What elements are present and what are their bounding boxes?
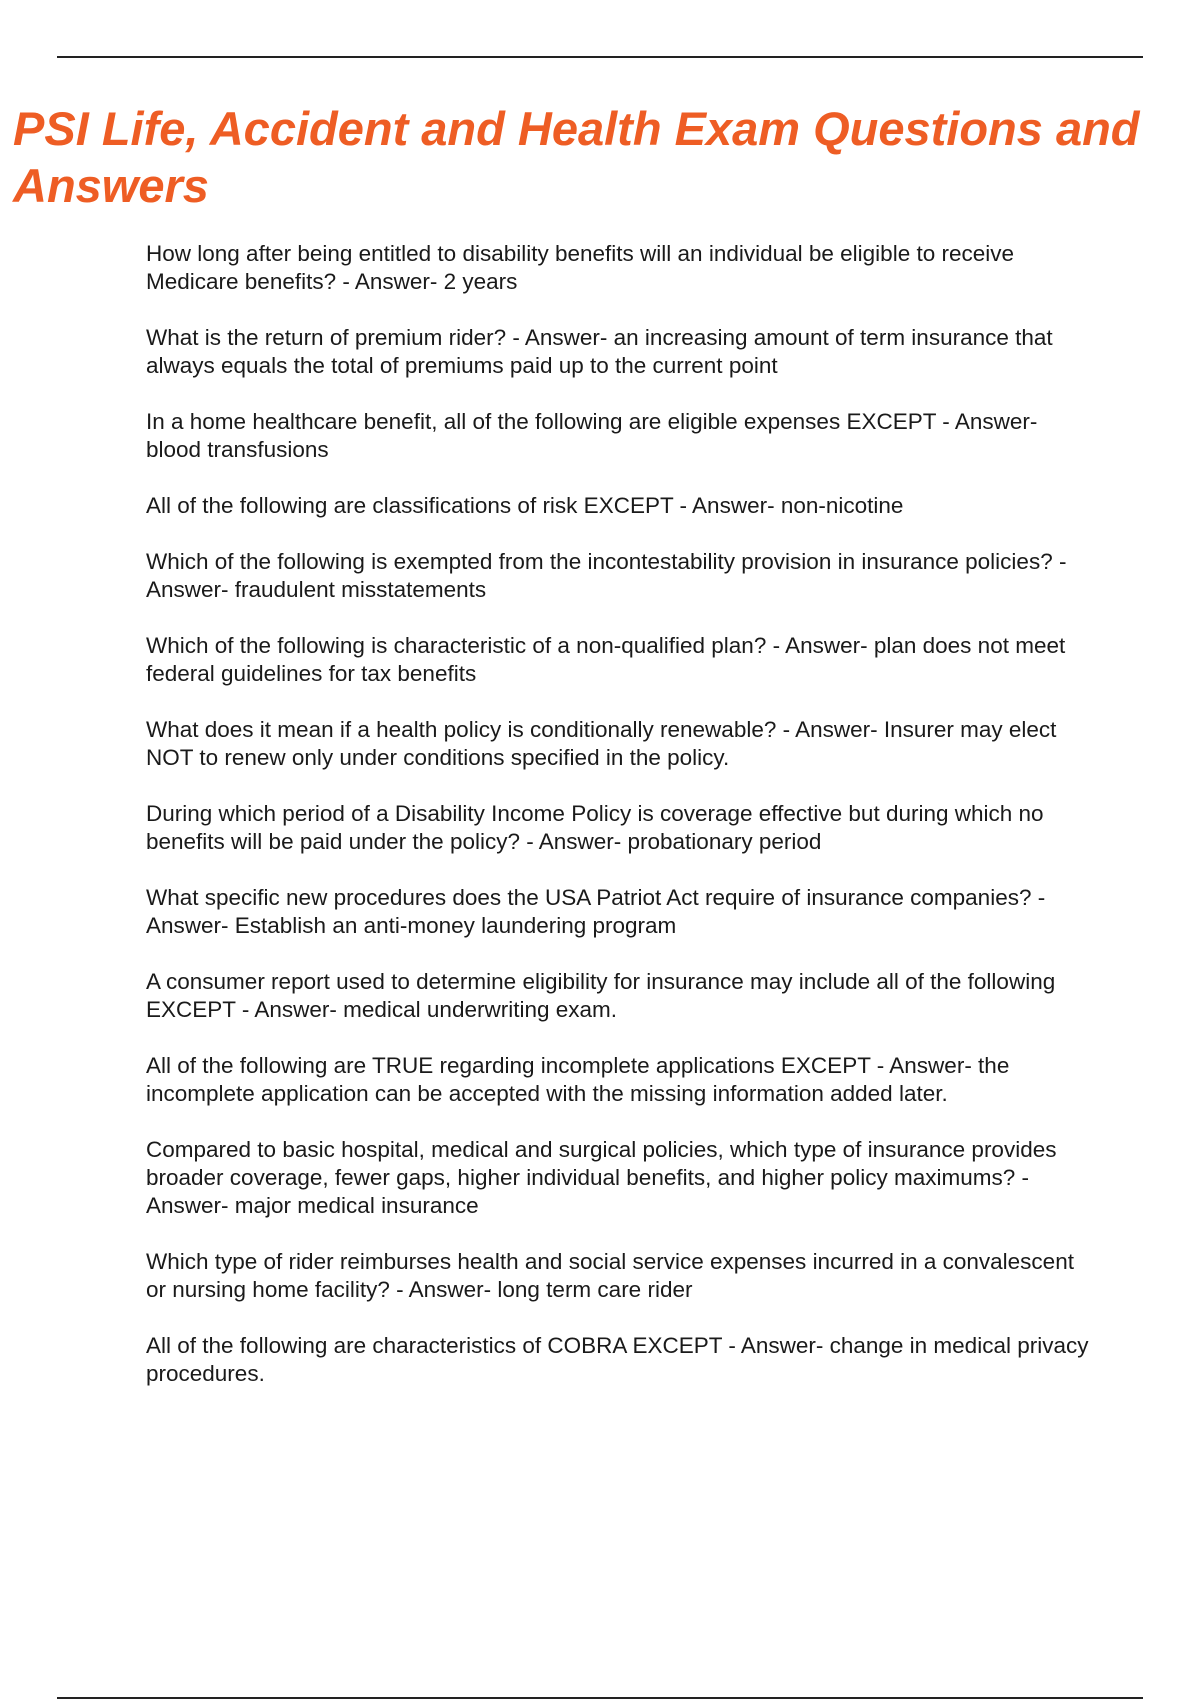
qa-item: What specific new procedures does the USA Patriot Act require of insurance companies? - Answer- Establish an anti-money laundering program — [146, 885, 1046, 938]
qa-item: In a home healthcare benefit, all of the following are eligible expenses EXCEPT - Answer- blood transfusions — [146, 409, 1038, 462]
qa-list — [146, 240, 1096, 1416]
qa-item: What does it mean if a health policy is conditionally renewable? - Answer- Insurer may elect NOT to renew only under conditions specified in the policy. — [146, 717, 1057, 770]
qa-item: Compared to basic hospital, medical and surgical policies, which type of insurance provides broader coverage, fewer gaps, higher individual benefits, and higher policy maximums? - Answer- major medical insurance — [146, 1137, 1057, 1218]
qa-item: All of the following are classifications of risk EXCEPT - Answer- non-nicotine — [146, 493, 904, 518]
qa-item: All of the following are TRUE regarding incomplete applications EXCEPT - Answer- the incomplete application can be accepted with the missing information added later. — [146, 1053, 1010, 1106]
qa-item: A consumer report used to determine eligibility for insurance may include all of the following EXCEPT - Answer- medical underwriting exam. — [146, 969, 1056, 1022]
qa-item: Which type of rider reimburses health and social service expenses incurred in a convalescent or nursing home facility? - Answer- long term care rider — [146, 1249, 1074, 1302]
qa-item: Which of the following is characteristic of a non-qualified plan? - Answer- plan does not meet federal guidelines for tax benefits — [146, 633, 1066, 686]
qa-item: What is the return of premium rider? - Answer- an increasing amount of term insurance that always equals the total of premiums paid up to the current point — [146, 325, 1053, 378]
qa-item: All of the following are characteristics of COBRA EXCEPT - Answer- change in medical privacy procedures. — [146, 1333, 1089, 1386]
qa-item: During which period of a Disability Income Policy is coverage effective but during which no benefits will be paid under the policy? - Answer- probationary period — [146, 801, 1044, 854]
bottom-divider — [57, 1697, 1143, 1699]
top-divider — [57, 56, 1143, 58]
qa-item: How long after being entitled to disability benefits will an individual be eligible to receive Medicare benefits? - Answer- 2 years — [146, 241, 1015, 294]
document-title: PSI Life, Accident and Health Exam Questions and Answers — [13, 102, 1140, 212]
qa-item: Which of the following is exempted from the incontestability provision in insurance policies? - Answer- fraudulent misstatements — [146, 549, 1067, 602]
